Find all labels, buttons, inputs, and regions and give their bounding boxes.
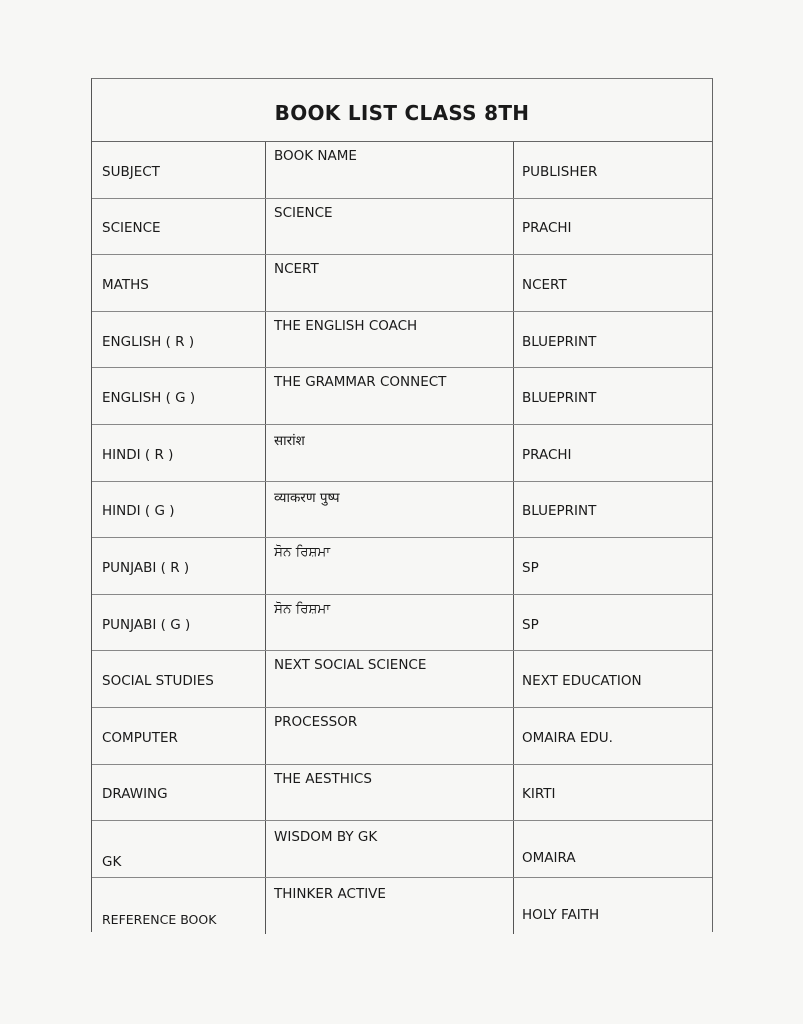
table-row bbox=[92, 482, 712, 539]
book-list-sheet bbox=[91, 78, 713, 932]
publisher-cell: SP bbox=[513, 595, 712, 651]
book-name-cell: THE GRAMMAR CONNECT bbox=[265, 368, 513, 424]
header-subject: SUBJECT bbox=[102, 163, 160, 180]
book-name-cell: WISDOM BY GK bbox=[265, 821, 513, 877]
publisher-cell: NEXT EDUCATION bbox=[513, 651, 712, 707]
book-table bbox=[92, 142, 712, 934]
book-name-cell: ਸੋਨ ਰਿਸ਼ਮਾ bbox=[265, 595, 513, 651]
table-row bbox=[92, 651, 712, 708]
publisher-cell: NCERT bbox=[513, 255, 712, 311]
table-row bbox=[92, 708, 712, 765]
publisher-cell: BLUEPRINT bbox=[513, 482, 712, 538]
subject-cell: MATHS bbox=[102, 276, 149, 293]
subject-cell: PUNJABI ( G ) bbox=[102, 616, 191, 633]
subject-cell: PUNJABI ( R ) bbox=[102, 559, 190, 576]
subject-cell: GK bbox=[102, 853, 122, 870]
table-row bbox=[92, 538, 712, 595]
publisher-cell: BLUEPRINT bbox=[513, 368, 712, 424]
table-row bbox=[92, 368, 712, 425]
table-row bbox=[92, 255, 712, 312]
table-row bbox=[92, 425, 712, 482]
header-publisher: PUBLISHER bbox=[513, 142, 712, 198]
subject-cell: HINDI ( G ) bbox=[102, 503, 175, 520]
book-name-cell: NEXT SOCIAL SCIENCE bbox=[265, 651, 513, 707]
book-name-cell: THE ENGLISH COACH bbox=[265, 312, 513, 368]
book-name-cell: SCIENCE bbox=[265, 199, 513, 255]
subject-cell: ENGLISH ( R ) bbox=[102, 333, 195, 350]
subject-cell: ENGLISH ( G ) bbox=[102, 390, 196, 407]
table-row bbox=[92, 595, 712, 652]
title-row bbox=[92, 79, 712, 142]
subject-cell: COMPUTER bbox=[102, 729, 178, 746]
table-row bbox=[92, 821, 712, 878]
publisher-cell: PRACHI bbox=[513, 199, 712, 255]
subject-cell: HINDI ( R ) bbox=[102, 446, 174, 463]
publisher-cell: SP bbox=[513, 538, 712, 594]
table-row bbox=[92, 765, 712, 822]
book-name-cell: सारांश bbox=[265, 425, 513, 481]
table-row bbox=[92, 878, 712, 935]
book-name-cell: THE AESTHICS bbox=[265, 765, 513, 821]
publisher-cell: OMAIRA EDU. bbox=[513, 708, 712, 764]
subject-cell: SCIENCE bbox=[102, 220, 161, 237]
book-name-cell: PROCESSOR bbox=[265, 708, 513, 764]
book-name-cell: THINKER ACTIVE bbox=[265, 878, 513, 935]
book-name-cell: व्याकरण पुष्प bbox=[265, 482, 513, 538]
publisher-cell: OMAIRA bbox=[513, 821, 712, 877]
table-row bbox=[92, 312, 712, 369]
publisher-cell: KIRTI bbox=[513, 765, 712, 821]
subject-cell: DRAWING bbox=[102, 786, 168, 803]
publisher-cell: BLUEPRINT bbox=[513, 312, 712, 368]
header-book-name: BOOK NAME bbox=[265, 142, 513, 198]
table-header-row bbox=[92, 142, 712, 199]
publisher-cell: PRACHI bbox=[513, 425, 712, 481]
publisher-cell: HOLY FAITH bbox=[513, 878, 712, 935]
book-name-cell: NCERT bbox=[265, 255, 513, 311]
book-name-cell: ਸੋਨ ਰਿਸ਼ਮਾ bbox=[265, 538, 513, 594]
subject-cell: SOCIAL STUDIES bbox=[102, 673, 214, 690]
page-title: BOOK LIST CLASS 8TH bbox=[274, 101, 530, 125]
table-row bbox=[92, 199, 712, 256]
subject-cell: REFERENCE BOOK bbox=[102, 911, 217, 927]
